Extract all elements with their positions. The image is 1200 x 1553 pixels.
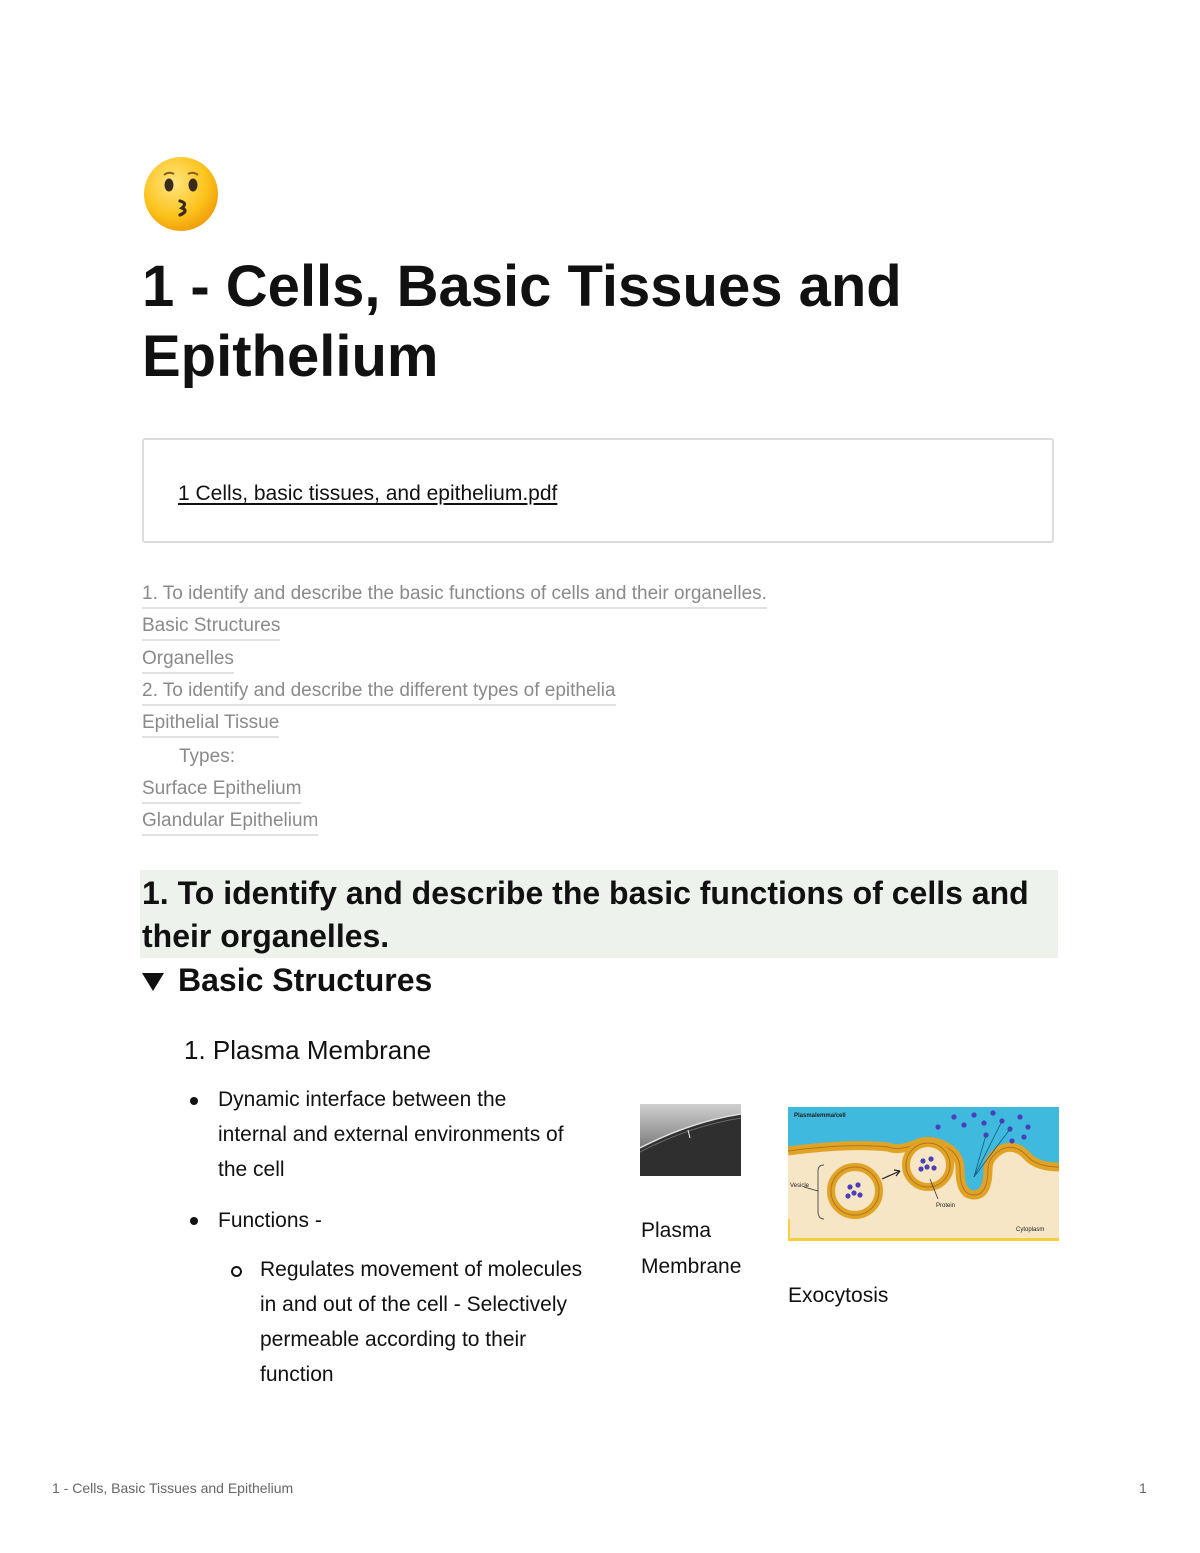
bullet-dot: [190, 1217, 198, 1225]
toggle-triangle-icon[interactable]: [142, 973, 164, 991]
section-heading-block: [140, 870, 1058, 958]
toc-item-objective-2[interactable]: 2. To identify and describe the different types of epithelia: [142, 678, 616, 706]
kissing-face-icon: [142, 155, 220, 233]
page-emoji: [142, 155, 220, 233]
attachment-callout: [142, 438, 1054, 543]
diagram-label-vesicle: Vesicle: [790, 1183, 810, 1189]
toc-item-types: Types:: [179, 746, 235, 767]
pdf-link[interactable]: 1 Cells, basic tissues, and epithelium.pdf: [178, 482, 558, 505]
bullet-text-functions: Functions -: [218, 1209, 322, 1232]
bullet-dot: [190, 1097, 198, 1105]
toggle-basic-structures[interactable]: [142, 960, 432, 1000]
subheading-plasma-membrane: 1. Plasma Membrane: [184, 1035, 432, 1065]
toggle-heading: Basic Structures: [178, 962, 433, 998]
sub-bullet-text-regulates: Regulates movement of molecules in and out of the cell - Selectively permeable according to their function: [260, 1258, 583, 1386]
toc-item-organelles[interactable]: Organelles: [142, 646, 234, 674]
exocytosis-diagram: [788, 1107, 1059, 1241]
toc-item-basic-structures[interactable]: Basic Structures: [142, 613, 280, 641]
toc-item-epithelial-tissue[interactable]: Epithelial Tissue: [142, 710, 279, 738]
sub-bullet-ring: [231, 1266, 242, 1277]
bullet-text-interface: Dynamic interface between the internal and external environments of the cell: [218, 1088, 564, 1181]
footer-page-number: 1: [1139, 1480, 1147, 1496]
toc-item-objective-1[interactable]: 1. To identify and describe the basic functions of cells and their organelles.: [142, 581, 767, 609]
diagram-label-top: Plasmalemma/cell: [794, 1113, 846, 1119]
footer-page-title: 1 - Cells, Basic Tissues and Epithelium: [52, 1480, 294, 1496]
page-title: 1 - Cells, Basic Tissues and Epithelium: [142, 254, 902, 389]
diagram-label-cytoplasm: Cytoplasm: [1016, 1227, 1045, 1233]
diagram-label-protein: Protein: [936, 1203, 956, 1209]
toc-item-surface-epithelium[interactable]: Surface Epithelium: [142, 776, 301, 804]
toc-item-glandular-epithelium[interactable]: Glandular Epithelium: [142, 808, 318, 836]
figure-caption-plasma-membrane: Plasma Membrane: [641, 1219, 742, 1278]
figure-caption-exocytosis: Exocytosis: [788, 1284, 889, 1307]
plasma-membrane-micrograph: [640, 1104, 741, 1176]
section-heading: 1. To identify and describe the basic functions of cells and their organelles.: [142, 875, 1029, 954]
